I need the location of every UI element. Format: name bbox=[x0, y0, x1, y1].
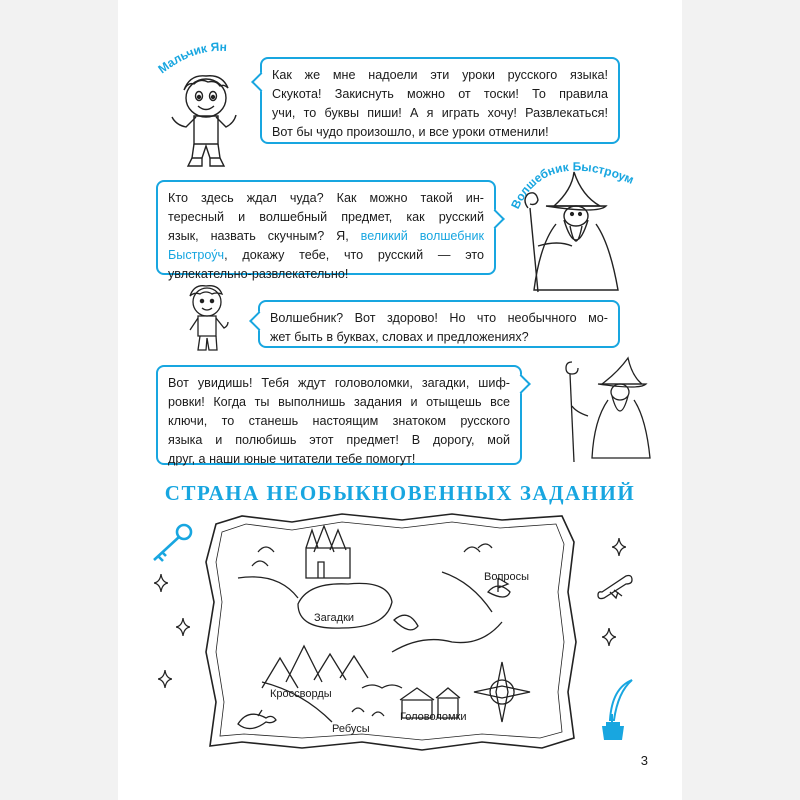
key-icon bbox=[148, 520, 196, 566]
map-label-questions: Вопросы bbox=[484, 571, 530, 583]
wizard-name-text: Волшебник Быстроум bbox=[508, 159, 636, 212]
dialogue-line: языка и полюбишь этот предмет! В дорогу, мой bbox=[168, 433, 510, 447]
dialogue-line: Как же мне надоели эти уроки русского языка! bbox=[272, 68, 608, 82]
sparkle-icon bbox=[176, 618, 190, 636]
boy-small-illustration bbox=[180, 280, 236, 354]
section-title: СТРАНА НЕОБЫКНОВЕННЫХ ЗАДАНИЙ bbox=[164, 481, 636, 505]
sparkle-icon bbox=[602, 628, 616, 646]
wizard-name-highlight: Быстроу́ч bbox=[168, 248, 225, 262]
map-label-riddles: Загадки bbox=[314, 612, 355, 624]
page-number: 3 bbox=[640, 753, 648, 768]
dialogue-line: Кто здесь ждал чуда? Как можно такой ин- bbox=[168, 191, 484, 205]
dialogue-line: друг, а наши юные читатели тебе помогут! bbox=[168, 452, 416, 466]
boy-speech-bubble-2 bbox=[258, 300, 620, 348]
quill-inkwell-icon bbox=[596, 678, 636, 742]
treasure-map bbox=[202, 512, 580, 752]
dialogue-line: Вот увидишь! Тебя ждут головоломки, загадки, шиф- bbox=[168, 376, 510, 390]
wizard-title-highlight: великий волшебник bbox=[360, 229, 485, 243]
map-label-puzzles: Головоломки bbox=[400, 711, 467, 723]
scroll-icon bbox=[596, 570, 636, 602]
sparkle-icon bbox=[154, 574, 168, 592]
boy-illustration bbox=[166, 68, 244, 170]
sparkle-icon bbox=[612, 538, 626, 556]
dialogue-line: тересный и волшебный предмет, как русский bbox=[168, 210, 484, 224]
dialogue-text: , докажу тебе, что русский — это bbox=[224, 248, 484, 262]
dialogue-line: ключи, то станешь настоящим знатоком русского bbox=[168, 414, 510, 428]
dialogue-line: жет быть в буквах, словах и предложениях? bbox=[270, 330, 529, 344]
map-label-crosswords: Кроссворды bbox=[270, 688, 332, 700]
wizard-illustration bbox=[516, 168, 626, 294]
dialogue-line: ровки! Когда ты выполнишь задания и отыщешь все bbox=[168, 395, 510, 409]
dialogue-line: Скукота! Закиснуть можно от тоски! То правила bbox=[272, 87, 608, 101]
dialogue-line: Волшебник? Вот здорово! Но что необычного мо- bbox=[270, 311, 608, 325]
wizard-small-illustration bbox=[558, 356, 654, 466]
map-label-rebuses: Ребусы bbox=[332, 723, 370, 735]
dialogue-line bbox=[168, 227, 484, 246]
dialogue-line: учи, то буквы пиши! А я играть хочу! Развлекаться! bbox=[272, 106, 608, 120]
dialogue-line: Вот бы чудо произошло, и все уроки отменили! bbox=[272, 125, 549, 139]
sparkle-icon bbox=[158, 670, 172, 688]
wizard-speech-bubble-1 bbox=[156, 180, 496, 281]
dialogue-text: язык, назвать скучным? Я, bbox=[168, 229, 349, 243]
workbook-page bbox=[118, 0, 682, 800]
boy-name-text: Мальчик Ян bbox=[155, 39, 228, 77]
dialogue-line bbox=[168, 246, 484, 265]
wizard-speech-bubble-2 bbox=[156, 365, 522, 465]
dialogue-line: увлекательно-развлекательно! bbox=[168, 267, 349, 281]
boy-speech-bubble-1 bbox=[260, 57, 620, 144]
